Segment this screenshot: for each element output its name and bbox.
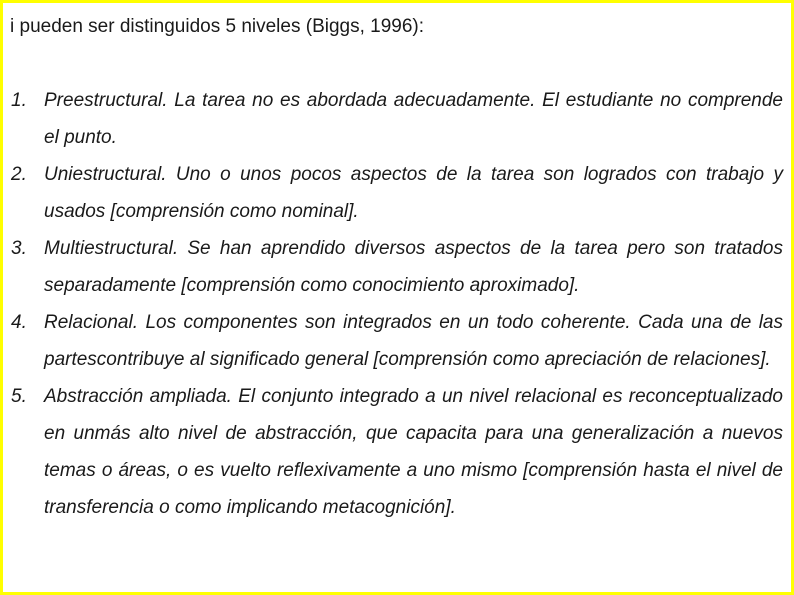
level-term: Uniestructural — [44, 164, 162, 185]
intro-text: i pueden ser distinguidos 5 niveles (Biggs, 1996): — [10, 16, 425, 37]
level-description: La tarea no es abordada adecuadamente. El estudiante no comprende el punto. — [44, 90, 783, 148]
level-term: Preestructural — [44, 90, 163, 111]
level-term: Abstracción ampliada — [44, 386, 227, 407]
list-number: 1. — [11, 90, 27, 111]
list-item-level-5 — [8, 378, 783, 526]
level-description: El conjunto integrado a un nivel relacional es reconceptualizado en unmás alto nivel de abstracción, que capacita para una generalización a nuevos temas o áreas, o es vuelto reflexivamente a uno mismo [comprensión hasta el nivel de transferencia o como implicando metacognición]. — [44, 386, 783, 518]
blank-line — [8, 45, 783, 82]
term-separator: . — [162, 90, 168, 111]
list-item-level-1 — [8, 82, 783, 156]
list-item-level-3 — [8, 230, 783, 304]
list-number: 2. — [11, 164, 27, 185]
level-term: Relacional — [44, 312, 133, 333]
document-text — [8, 8, 783, 526]
list-number: 4. — [11, 312, 27, 333]
list-number: 5. — [11, 386, 27, 407]
level-description: Se han aprendido diversos aspectos de la tarea pero son tratados separadamente [comprensión como conocimiento aproximado]. — [44, 238, 783, 296]
level-description: Los componentes son integrados en un todo coherente. Cada una de las partescontribuye al significado general [comprensión como apreciación de relaciones]. — [44, 312, 783, 370]
term-separator: . — [226, 386, 232, 407]
levels-list — [8, 82, 783, 526]
level-description: Uno o unos pocos aspectos de la tarea son logrados con trabajo y usados [comprensión como nominal]. — [44, 164, 783, 222]
list-number: 3. — [11, 238, 27, 259]
term-separator: . — [132, 312, 139, 333]
list-item-level-2 — [8, 156, 783, 230]
term-separator: . — [172, 238, 179, 259]
level-term: Multiestructural — [44, 238, 173, 259]
term-separator: . — [161, 164, 167, 185]
list-item-level-4 — [8, 304, 783, 378]
